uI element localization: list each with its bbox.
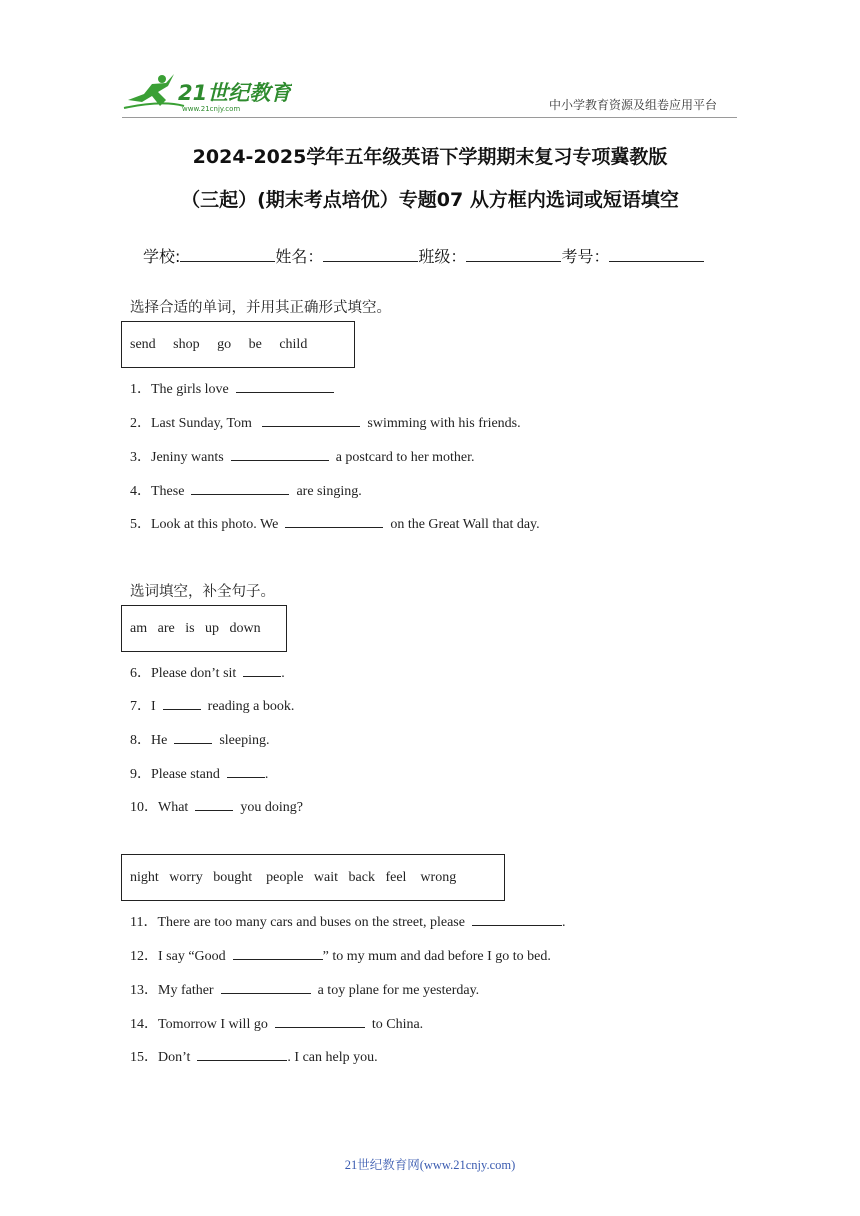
question-6 (130, 662, 285, 682)
question-number: 6． (130, 666, 151, 681)
question-number: 11． (130, 915, 158, 930)
question-number: 3． (130, 450, 151, 465)
section1-word-box: send shop go be child (121, 321, 355, 368)
student-info (143, 244, 704, 267)
question-text: . (264, 767, 269, 782)
page-title-line2: （三起）(期末考点培优）专题07 从方框内选词或短语填空 (181, 189, 679, 211)
footer-link[interactable]: 21世纪教育网(www.21cnjy.com) (344, 1158, 516, 1172)
section2-instruction: 选词填空，补全句子。 (130, 584, 275, 600)
runner-head-icon (158, 75, 166, 83)
answer-blank[interactable] (163, 696, 201, 710)
question-text: you doing? (233, 800, 303, 815)
answer-blank[interactable] (227, 764, 265, 778)
question-12 (130, 945, 551, 965)
school-label: 学校: (143, 247, 181, 266)
question-number: 13． (130, 983, 158, 998)
question-text: My father (158, 983, 221, 998)
question-text: Jeniny wants (151, 450, 231, 465)
question-text: swimming with his friends. (360, 416, 521, 431)
question-8 (130, 729, 269, 749)
question-text: These (151, 484, 192, 499)
answer-blank[interactable] (285, 514, 383, 528)
platform-label: 中小学教育资源及组卷应用平台 (549, 98, 718, 112)
question-text: Please stand (151, 767, 227, 782)
question-text: There are too many cars and buses on the street, please (157, 915, 472, 930)
class-label: 班级： (418, 247, 467, 266)
question-number: 15． (130, 1050, 158, 1065)
question-text: . I can help you. (287, 1050, 378, 1065)
answer-blank[interactable] (236, 379, 334, 393)
answer-blank[interactable] (472, 912, 562, 926)
class-blank[interactable] (466, 247, 561, 262)
number-blank[interactable] (609, 247, 704, 262)
question-number: 5． (130, 517, 151, 532)
question-5 (130, 513, 540, 533)
school-blank[interactable] (180, 247, 275, 262)
question-text: ” to my mum and dad before I go to bed. (322, 949, 551, 964)
question-number: 8． (130, 733, 151, 748)
question-text: The girls love (151, 382, 236, 397)
page-title-line1: 2024-2025学年五年级英语下学期期末复习专项冀教版 (192, 146, 668, 168)
name-blank[interactable] (323, 247, 418, 262)
logo (122, 70, 292, 114)
name-label: 姓名： (275, 247, 324, 266)
section3-word-box: night worry bought people wait back feel wrong (121, 854, 505, 901)
question-3 (130, 446, 475, 466)
question-number: 2． (130, 416, 151, 431)
question-number: 12． (130, 949, 158, 964)
question-text: are singing. (289, 484, 362, 499)
question-15 (130, 1046, 378, 1066)
question-14 (130, 1013, 423, 1033)
runner-icon (128, 74, 174, 106)
answer-blank[interactable] (262, 413, 360, 427)
question-text: Tomorrow I will go (158, 1017, 275, 1032)
question-9 (130, 763, 268, 783)
answer-blank[interactable] (174, 730, 212, 744)
question-text: I say “Good (158, 949, 233, 964)
question-2 (130, 412, 521, 432)
answer-blank[interactable] (191, 481, 289, 495)
answer-blank[interactable] (195, 797, 233, 811)
section2-word-box: am are is up down (121, 605, 287, 652)
header-divider (122, 117, 737, 118)
logo-url: www.21cnjy.com (182, 105, 241, 113)
logo-text: 21世纪教育 (178, 81, 292, 105)
question-number: 14． (130, 1017, 158, 1032)
answer-blank[interactable] (243, 663, 281, 677)
answer-blank[interactable] (231, 447, 329, 461)
question-1 (130, 378, 334, 398)
question-text: What (158, 800, 196, 815)
question-4 (130, 480, 362, 500)
question-text: sleeping. (212, 733, 270, 748)
question-text: on the Great Wall that day. (383, 517, 540, 532)
question-7 (130, 695, 294, 715)
question-number: 4． (130, 484, 151, 499)
question-number: 10． (130, 800, 158, 815)
question-text: Don’t (158, 1050, 198, 1065)
answer-blank[interactable] (221, 980, 311, 994)
question-text: Last Sunday, Tom (151, 416, 263, 431)
question-number: 1． (130, 382, 151, 397)
question-text: Please don’t sit (151, 666, 244, 681)
question-number: 7． (130, 699, 151, 714)
question-10 (130, 796, 303, 816)
question-text: . (281, 666, 285, 681)
question-text: reading a book. (200, 699, 295, 714)
question-text: He (151, 733, 175, 748)
question-number: 9． (130, 767, 151, 782)
question-text: to China. (364, 1017, 424, 1032)
answer-blank[interactable] (275, 1014, 365, 1028)
question-11 (130, 911, 565, 931)
question-text: Look at this photo. We (151, 517, 286, 532)
question-text: . (561, 915, 566, 930)
question-13 (130, 979, 479, 999)
question-text: I (151, 699, 163, 714)
number-label: 考号： (561, 247, 610, 266)
answer-blank[interactable] (197, 1047, 287, 1061)
answer-blank[interactable] (233, 946, 323, 960)
section1-instruction: 选择合适的单词，并用其正确形式填空。 (130, 300, 391, 316)
question-text: a postcard to her mother. (328, 450, 475, 465)
question-text: a toy plane for me yesterday. (310, 983, 480, 998)
